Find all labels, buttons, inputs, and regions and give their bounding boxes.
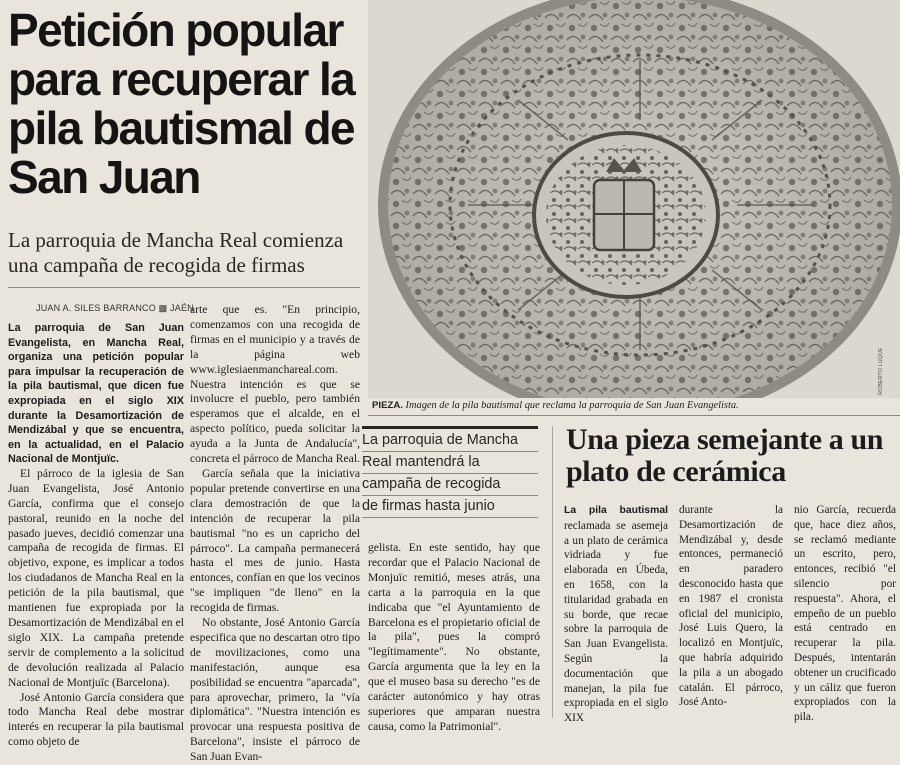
pull-quote-bar — [362, 426, 538, 429]
pull-quote-line: de firmas hasta junio — [362, 496, 538, 518]
byline: JUAN A. SILES BARRANCO ▩ JAÉN — [36, 303, 194, 313]
sidebar-column-2 — [679, 503, 783, 710]
pull-quote-line: La parroquia de Mancha — [362, 430, 538, 452]
body-paragraph: El párroco de la iglesia de San Juan Evangelista, José Antonio García, confirma que el consejo pastoral, reunido en la noche del pasado jueves, decidió comenzar una campaña de recogida de firmas. El objetivo, expone, es implicar a todos los ciudadanos de Mancha Real en la petición de la pila bautismal, que mantienen fue expropiada por la Desamortización de Mendizábal en el siglo XIX. La campaña pretende servir de complemento a la solicitud de devolución realizada al Palacio Nacional de Montjuïc (Barcelona). — [8, 466, 184, 689]
article-column-2 — [190, 303, 360, 765]
caption-label: PIEZA. — [372, 400, 403, 411]
sidebar-text: reclamada se asemeja a un plato de cerámica vidriada y fue elaborada en Úbeda, en 1658, con la titularidad grabada en su borde, que recae sobre la parroquia de San Juan Evangelista. Según la documentación que manejan, la pila fue expropiada en el siglo XIX — [564, 519, 668, 725]
sidebar-title: Una pieza semejante a un plato de cerámica — [566, 423, 884, 488]
body-paragraph: arte que es. "En principio, comenzamos con una recogida de firmas en el municipio y a través de la página web www.iglesiaenmanchareal.com. Nuestra intención es que se involucre el pueblo, pero también esperamos que el alcalde, en el aspecto político, pueda solicitar la ayuda a la Junta de Andalucía", concreta el párroco de Mancha Real. — [190, 303, 360, 466]
pull-quote — [362, 430, 538, 518]
body-paragraph: García señala que la iniciativa popular pretende convertirse en una clara demostración de que la intención de recuperar la pila bautismal "no es un capricho del párroco". La campaña permanecerá hasta el mes de junio. Hasta entonces, confían en que los vecinos "se impliquen "de lleno" en la recogida de firmas. — [190, 466, 360, 615]
body-paragraph: gelista. En este sentido, hay que recordar que el Palacio Nacional de Monjuïc remitió, meses atrás, una carta a la parroquia en la que indicaba que "el Ayuntamiento de Barcelona es el propietario oficial de la pila", pues la compró "legítimamente". No obstante, García argumenta que la ley en la que el museo basa su derecho "es de carácter autonómico y hay otras superiores que amparan nuestra causa, como la Patrimonial". — [368, 541, 540, 733]
photo-baptismal-font — [368, 0, 900, 398]
sidebar-paragraph: nio García, recuerda que, hace diez años, se reclamó mediante un escrito, pero, entonces, recibió "el silencio por respuesta". Ahora, el empeño de un pueblo está centrado en recuperar la pila. Después, intentarán obtener un crucificado y un cáliz que fueron expropiados con la pila. — [794, 504, 896, 724]
headline: Petición popular para recuperar la pila bautismal de San Juan — [8, 4, 355, 203]
sidebar-column-1 — [564, 503, 668, 726]
sidebar-paragraph — [564, 503, 668, 726]
photo-credit: ROBERTO LUQUE — [878, 347, 884, 395]
photo-caption — [372, 400, 900, 411]
body-paragraph: José Antonio García considera que todo Mancha Real debe mostrar interés en recuperar la pila bautismal como objeto de — [8, 690, 184, 749]
divider — [8, 287, 360, 288]
lead-paragraph: La parroquia de San Juan Evangelista, en Mancha Real, organiza una petición popular para impulsar la recuperación de la pila bautismal, que dicen fue expropiada en el siglo XIX durante la Desamortización de Mendizábal y que se encuentra, en la actualidad, en el Palacio Nacional de Montjuïc. — [8, 322, 184, 466]
sidebar-lead: La pila bautismal — [564, 505, 668, 516]
column-divider — [552, 426, 553, 718]
caption-text: Imagen de la pila bautismal que reclama la parroquia de San Juan Evangelista. — [405, 400, 739, 411]
baptismal-font-image — [368, 0, 900, 398]
pull-quote-line: Real mantendrá la — [362, 452, 538, 474]
article-column-3 — [368, 541, 540, 735]
pull-quote-line: campaña de recogida — [362, 474, 538, 496]
article-column-1 — [8, 321, 184, 750]
deck-subtitle: La parroquia de Mancha Real comienza una campaña de recogida de firmas — [8, 228, 344, 277]
sidebar-column-3 — [794, 503, 896, 725]
body-paragraph: No obstante, José Antonio García especifica que no descartan otro tipo de movilizaciones, como una manifestación, aunque esa posibilidad se encuentra "aparcada", para aprovechar, primero, la "vía diplomática". "Nuestra intención es provocar una respuesta positiva de Barcelona", insiste el párroco de San Juan Evan- — [190, 616, 360, 764]
sidebar-paragraph: durante la Desamortización de Mendizábal y, desde entonces, permaneció en paradero desconocido hasta que en 1987 el cronista oficial del municipio, José Luis Quero, la localizó en Montjuïc, que habría adquirido la pila a un abogado catalán. El párroco, José Anto- — [679, 504, 783, 709]
divider — [368, 415, 900, 416]
